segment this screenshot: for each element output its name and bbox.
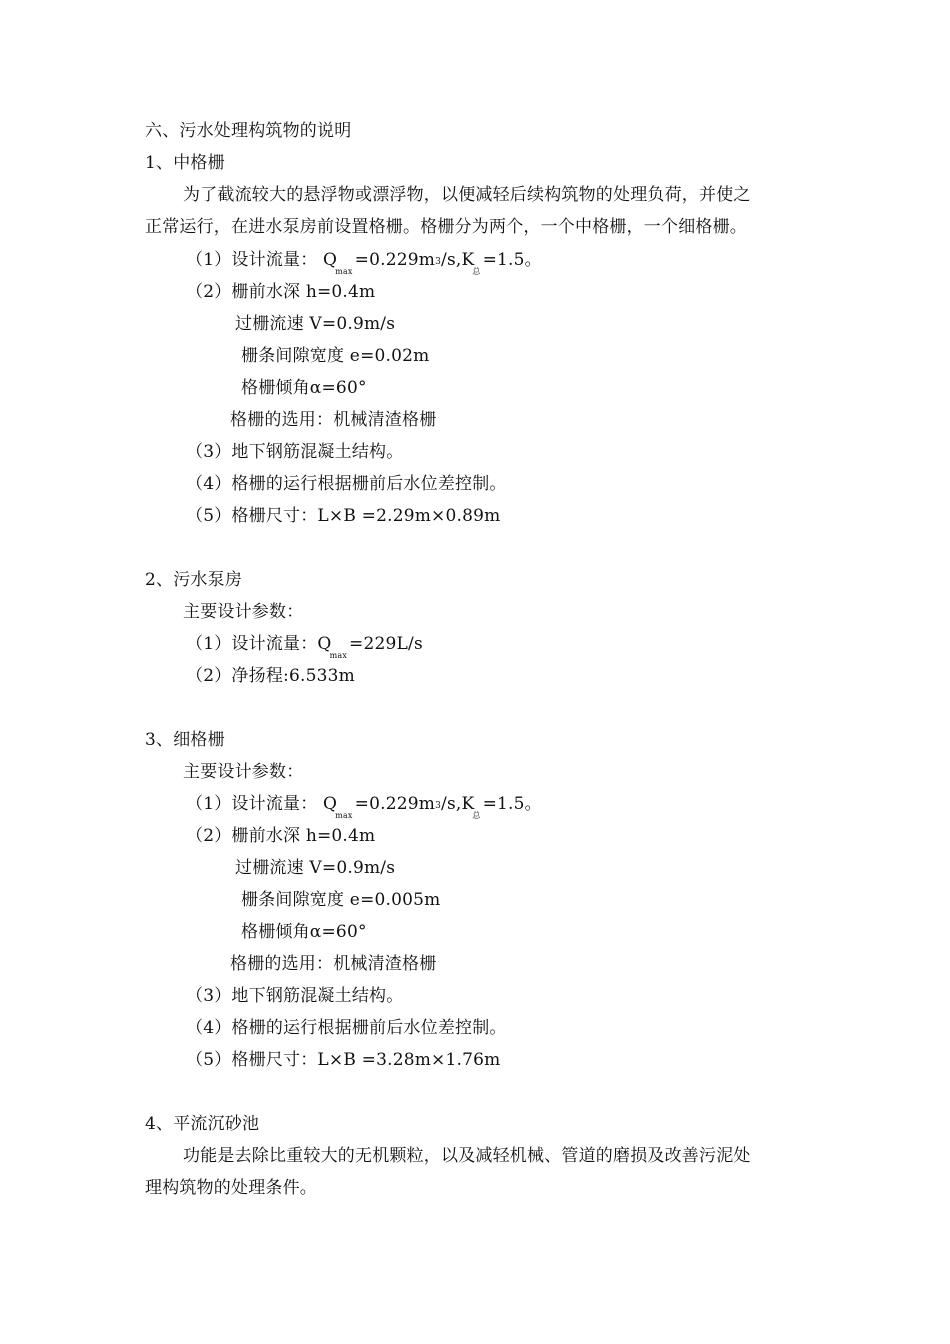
list-item: （2）净扬程:6.533m [186,666,355,686]
list-item: 过栅流速 V=0.9m/s [235,858,396,878]
list-item: （3）地下钢筋混凝土结构。 [186,442,404,462]
subscript: 总 [472,811,481,820]
list-item: （4）格栅的运行根据栅前后水位差控制。 [186,474,507,494]
subscript: 总 [472,267,481,276]
text: =0.229m [354,794,436,814]
list-intro: 主要设计参数： [183,602,304,622]
heading-grit-chamber: 4、平流沉砂池 [145,1114,260,1134]
list-item: （5）格栅尺寸：L×B =3.28m×1.76m [186,1050,501,1070]
design-flow-line [186,249,542,274]
list-intro: 主要设计参数： [183,762,304,782]
list-item: 格栅的选用：机械清渣格栅 [230,954,437,974]
list-item: （4）格栅的运行根据栅前后水位差控制。 [186,1018,507,1038]
text: =0.229m [354,250,436,270]
list-item: 格栅倾角α=60° [241,922,367,942]
design-flow-line [186,793,542,818]
text: /s,K [441,250,475,270]
list-item: （3）地下钢筋混凝土结构。 [186,986,404,1006]
text: /s,K [441,794,475,814]
list-item: （2）栅前水深 h=0.4m [186,826,376,846]
subscript: max [329,651,348,660]
text: （1）设计流量： Q [186,250,338,270]
text: =1.5。 [482,250,542,270]
list-item: （2）栅前水深 h=0.4m [186,282,376,302]
paragraph-line: 正常运行，在进水泵房前设置格栅。格栅分为两个，一个中格栅，一个细格栅。 [145,217,747,237]
text: =1.5。 [482,794,542,814]
section-title: 六、污水处理构筑物的说明 [145,121,352,141]
heading-fine-screen: 3、细格栅 [145,730,225,750]
list-item: （5）格栅尺寸：L×B =2.29m×0.89m [186,506,501,526]
superscript: 3 [435,801,442,811]
design-flow-line [186,633,423,658]
list-item: 格栅的选用：机械清渣格栅 [230,410,437,430]
paragraph-line: 理构筑物的处理条件。 [145,1178,317,1198]
text: （1）设计流量：Q [186,634,332,654]
heading-pump-house: 2、污水泵房 [145,570,243,590]
superscript: 3 [435,257,442,267]
paragraph-line: 功能是去除比重较大的无机颗粒，以及减轻机械、管道的磨损及改善污泥处 [183,1146,751,1166]
subscript: max [335,811,353,820]
text: （1）设计流量： Q [186,794,338,814]
list-item: 栅条间隙宽度 e=0.02m [241,346,430,366]
list-item: 过栅流速 V=0.9m/s [235,314,396,334]
list-item: 格栅倾角α=60° [241,378,367,398]
paragraph-line: 为了截流较大的悬浮物或漂浮物，以便减轻后续构筑物的处理负荷，并使之 [183,185,751,205]
subscript: max [335,267,353,276]
list-item: 栅条间隙宽度 e=0.005m [241,890,441,910]
text: =229L/s [349,634,423,654]
heading-medium-screen: 1、中格栅 [145,153,225,173]
